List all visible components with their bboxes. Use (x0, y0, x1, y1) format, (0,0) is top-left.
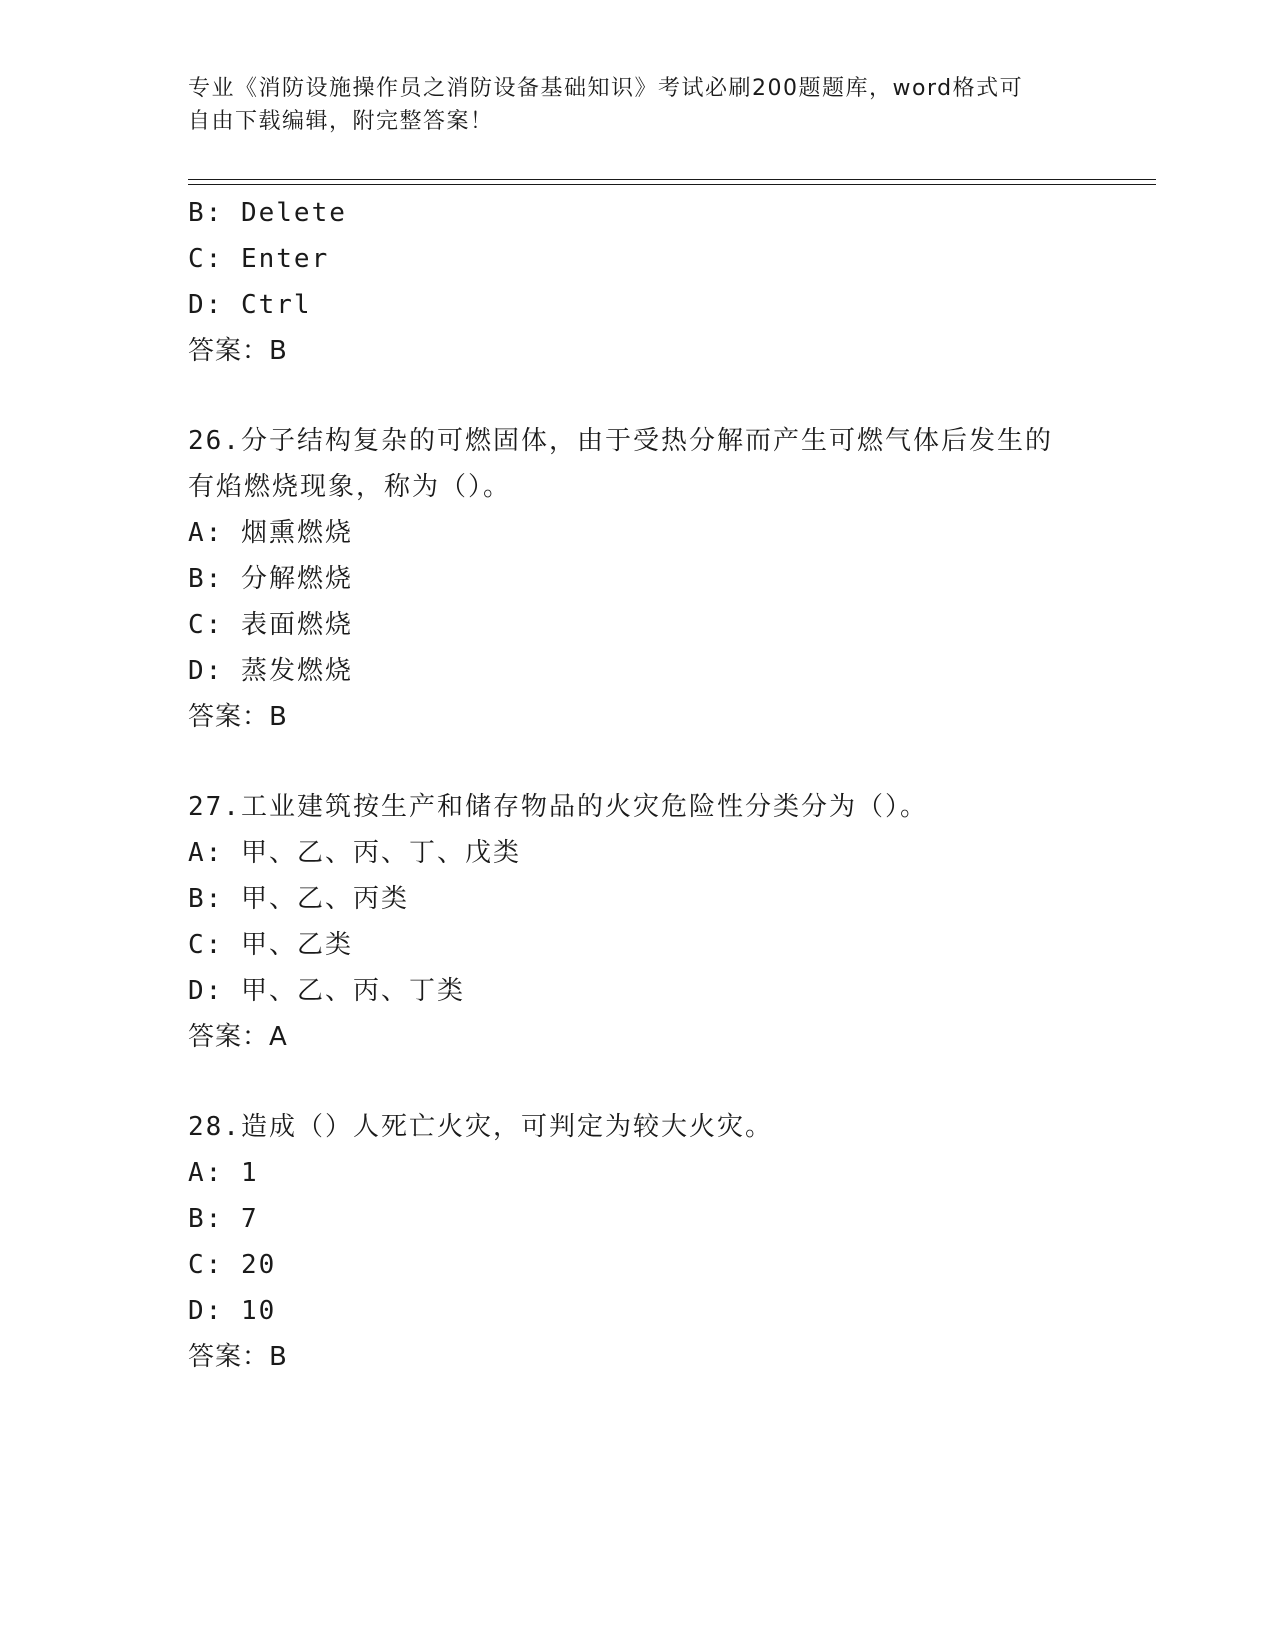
question-25-tail (188, 190, 1088, 374)
document-header (188, 72, 1068, 138)
header-title-line1: 专业《消防设施操作员之消防设备基础知识》考试必刷200题题库，word格式可 (188, 76, 1024, 101)
question-stem (188, 784, 1088, 830)
option-c: C: 甲、乙类 (188, 930, 353, 960)
question-content (188, 190, 1088, 1380)
question-26 (188, 418, 1088, 740)
option-d: D: 蒸发燃烧 (188, 656, 353, 686)
question-stem-line2: 有焰燃烧现象，称为（）。 (188, 472, 512, 502)
question-28 (188, 1104, 1088, 1380)
option-d: D: Ctrl (188, 290, 312, 320)
option-b: B: 甲、乙、丙类 (188, 884, 409, 914)
answer-line: 答案：B (188, 336, 288, 366)
option-b: B: Delete (188, 198, 347, 228)
option-c: C: Enter (188, 244, 330, 274)
option-c: C: 20 (188, 1250, 277, 1280)
answer-line: 答案：B (188, 1342, 288, 1372)
option-a: A: 烟熏燃烧 (188, 518, 353, 548)
option-d: D: 10 (188, 1296, 277, 1326)
question-stem-line1: 28.造成（）人死亡火灾，可判定为较大火灾。 (188, 1112, 773, 1142)
question-27 (188, 784, 1088, 1060)
option-b: B: 7 (188, 1204, 259, 1234)
answer-line: 答案：A (188, 1022, 288, 1052)
question-stem-line1: 27.工业建筑按生产和储存物品的火灾危险性分类分为（）。 (188, 792, 928, 822)
option-d: D: 甲、乙、丙、丁类 (188, 976, 465, 1006)
answer-line: 答案：B (188, 702, 288, 732)
question-stem (188, 1104, 1088, 1150)
header-rule-top (188, 179, 1156, 180)
option-c: C: 表面燃烧 (188, 610, 353, 640)
option-b: B: 分解燃烧 (188, 564, 353, 594)
question-stem-line1: 26.分子结构复杂的可燃固体，由于受热分解而产生可燃气体后发生的 (188, 426, 1053, 456)
question-stem (188, 418, 1088, 510)
option-a: A: 1 (188, 1158, 259, 1188)
header-rule-bottom (188, 184, 1156, 185)
header-title-line2: 自由下载编辑，附完整答案！ (188, 109, 494, 134)
option-a: A: 甲、乙、丙、丁、戊类 (188, 838, 521, 868)
